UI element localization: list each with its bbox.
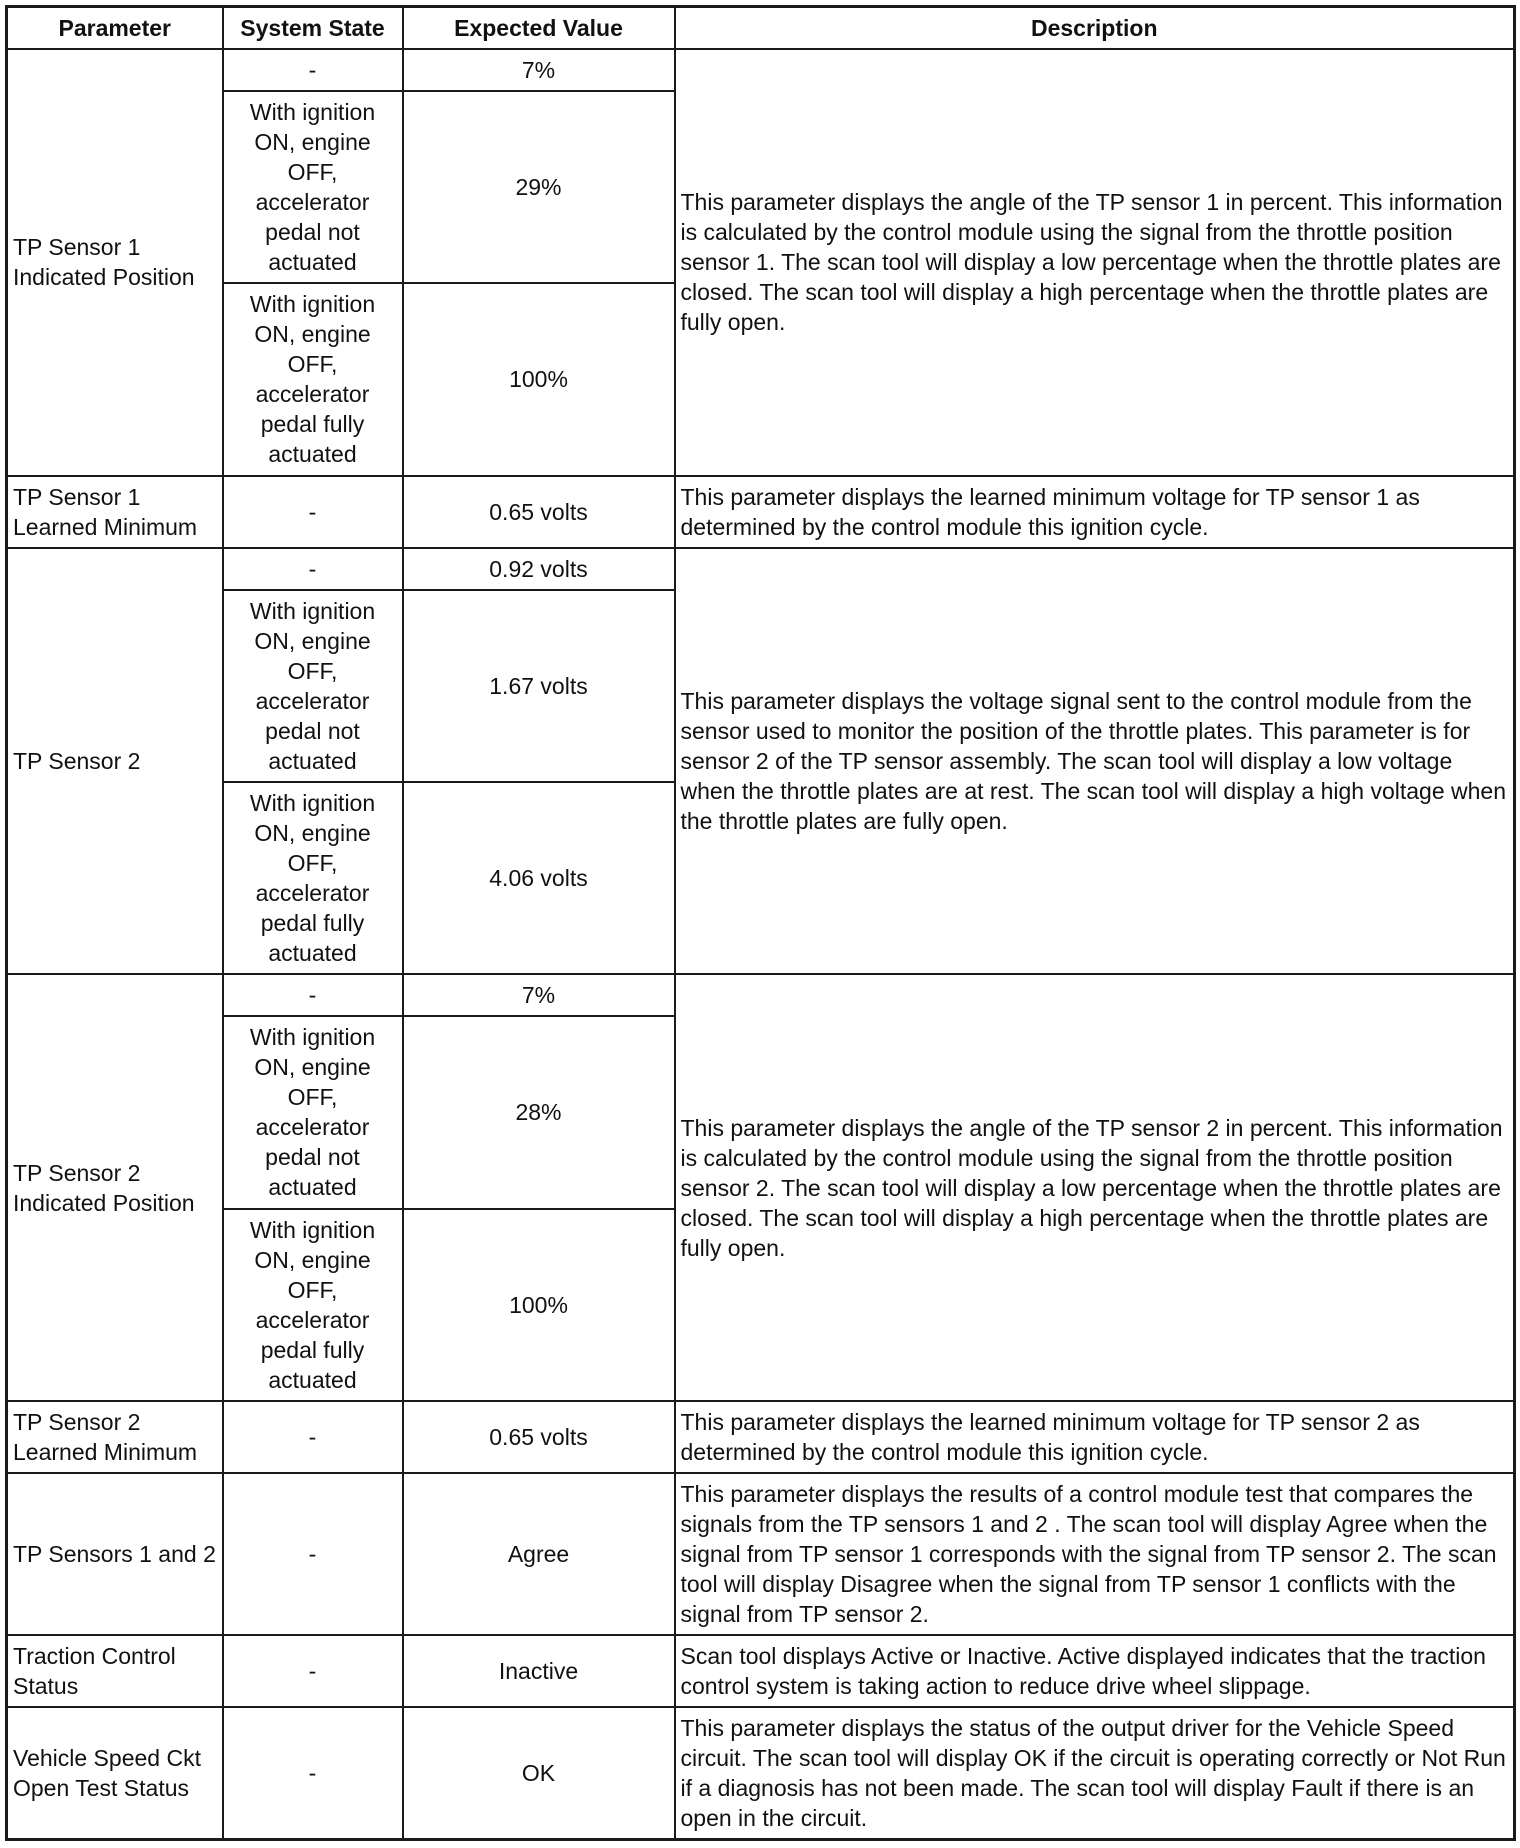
parameter-cell: TP Sensor 1 Indicated Position bbox=[7, 49, 223, 476]
table-row bbox=[7, 1473, 1515, 1635]
description-cell: This parameter displays the angle of the TP sensor 1 in percent. This information is calculated by the control module using the signal from the throttle position sensor 1. The scan tool will display a low percentage when the throttle plates are closed. The scan tool will display a high percentage when the throttle plates are fully open. bbox=[675, 49, 1515, 476]
description-cell: This parameter displays the learned minimum voltage for TP sensor 2 as determined by the control module this ignition cycle. bbox=[675, 1401, 1515, 1473]
header-expected-value: Expected Value bbox=[403, 7, 675, 50]
table-row bbox=[7, 49, 1515, 91]
system-state-cell: - bbox=[223, 1635, 403, 1707]
expected-value-cell: 100% bbox=[403, 1209, 675, 1401]
system-state-cell: - bbox=[223, 1473, 403, 1635]
system-state-cell: With ignition ON, engine OFF, accelerator pedal not actuated bbox=[223, 590, 403, 782]
description-cell: This parameter displays the voltage signal sent to the control module from the sensor used to monitor the position of the throttle plates. This parameter is for sensor 2 of the TP sensor assembly. The scan tool will display a low voltage when the throttle plates are at rest. The scan tool will display a high voltage when the throttle plates are fully open. bbox=[675, 548, 1515, 975]
header-row bbox=[7, 7, 1515, 50]
expected-value-cell: 1.67 volts bbox=[403, 590, 675, 782]
expected-value-cell: Inactive bbox=[403, 1635, 675, 1707]
expected-value-cell: 0.65 volts bbox=[403, 1401, 675, 1473]
table-row bbox=[7, 476, 1515, 548]
expected-value-cell: 0.65 volts bbox=[403, 476, 675, 548]
parameter-cell: TP Sensor 2 Learned Minimum bbox=[7, 1401, 223, 1473]
system-state-cell: - bbox=[223, 1401, 403, 1473]
description-cell: This parameter displays the learned minimum voltage for TP sensor 1 as determined by the control module this ignition cycle. bbox=[675, 476, 1515, 548]
expected-value-cell: 29% bbox=[403, 91, 675, 283]
expected-value-cell: 100% bbox=[403, 283, 675, 475]
description-cell: This parameter displays the angle of the TP sensor 2 in percent. This information is calculated by the control module using the signal from the throttle position sensor 2. The scan tool will display a low percentage when the throttle plates are closed. The scan tool will display a high percentage when the throttle plates are fully open. bbox=[675, 974, 1515, 1401]
parameter-cell: TP Sensor 2 bbox=[7, 548, 223, 975]
expected-value-cell: OK bbox=[403, 1707, 675, 1839]
expected-value-cell: 0.92 volts bbox=[403, 548, 675, 590]
expected-value-cell: 7% bbox=[403, 974, 675, 1016]
system-state-cell: With ignition ON, engine OFF, accelerator pedal not actuated bbox=[223, 1016, 403, 1208]
table-row bbox=[7, 1635, 1515, 1707]
system-state-cell: - bbox=[223, 974, 403, 1016]
expected-value-cell: 28% bbox=[403, 1016, 675, 1208]
system-state-cell: With ignition ON, engine OFF, accelerator pedal fully actuated bbox=[223, 1209, 403, 1401]
parameter-cell: TP Sensor 1 Learned Minimum bbox=[7, 476, 223, 548]
system-state-cell: - bbox=[223, 476, 403, 548]
parameter-table bbox=[5, 5, 1516, 1841]
header-parameter: Parameter bbox=[7, 7, 223, 50]
table-row bbox=[7, 974, 1515, 1016]
system-state-cell: - bbox=[223, 49, 403, 91]
parameter-cell: TP Sensors 1 and 2 bbox=[7, 1473, 223, 1635]
expected-value-cell: 4.06 volts bbox=[403, 782, 675, 974]
description-cell: Scan tool displays Active or Inactive. Active displayed indicates that the traction control system is taking action to reduce drive wheel slippage. bbox=[675, 1635, 1515, 1707]
parameter-cell: Vehicle Speed Ckt Open Test Status bbox=[7, 1707, 223, 1839]
expected-value-cell: 7% bbox=[403, 49, 675, 91]
table-row bbox=[7, 1401, 1515, 1473]
system-state-cell: With ignition ON, engine OFF, accelerator pedal not actuated bbox=[223, 91, 403, 283]
header-system-state: System State bbox=[223, 7, 403, 50]
table-row bbox=[7, 1707, 1515, 1839]
description-cell: This parameter displays the results of a control module test that compares the signals from the TP sensors 1 and 2 . The scan tool will display Agree when the signal from TP sensor 1 corresponds with the signal from TP sensor 2. The scan tool will display Disagree when the signal from TP sensor 1 conflicts with the signal from TP sensor 2. bbox=[675, 1473, 1515, 1635]
parameter-cell: Traction Control Status bbox=[7, 1635, 223, 1707]
header-description: Description bbox=[675, 7, 1515, 50]
description-cell: This parameter displays the status of the output driver for the Vehicle Speed circuit. The scan tool will display OK if the circuit is operating correctly or Not Run if a diagnosis has not been made. The scan tool will display Fault if there is an open in the circuit. bbox=[675, 1707, 1515, 1839]
system-state-cell: - bbox=[223, 548, 403, 590]
table-row bbox=[7, 548, 1515, 590]
system-state-cell: With ignition ON, engine OFF, accelerator pedal fully actuated bbox=[223, 782, 403, 974]
parameter-cell: TP Sensor 2 Indicated Position bbox=[7, 974, 223, 1401]
system-state-cell: - bbox=[223, 1707, 403, 1839]
expected-value-cell: Agree bbox=[403, 1473, 675, 1635]
system-state-cell: With ignition ON, engine OFF, accelerator pedal fully actuated bbox=[223, 283, 403, 475]
